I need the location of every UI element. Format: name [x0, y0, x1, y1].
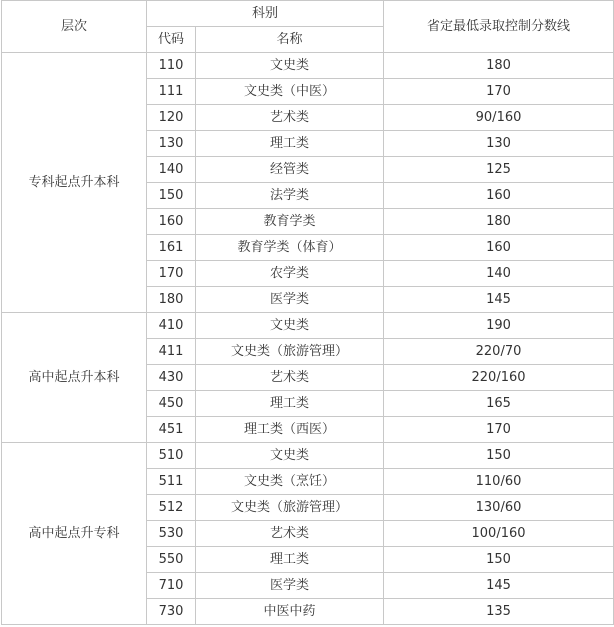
code-cell: 530	[147, 521, 196, 547]
score-cell: 130	[384, 131, 614, 157]
code-cell: 180	[147, 287, 196, 313]
score-cell: 100/160	[384, 521, 614, 547]
name-cell: 医学类	[196, 573, 384, 599]
name-cell: 文史类	[196, 443, 384, 469]
level-cell: 高中起点升专科	[2, 443, 147, 625]
name-cell: 医学类	[196, 287, 384, 313]
code-cell: 150	[147, 183, 196, 209]
code-cell: 512	[147, 495, 196, 521]
code-cell: 111	[147, 79, 196, 105]
code-cell: 110	[147, 53, 196, 79]
table-row	[2, 313, 614, 339]
code-cell: 730	[147, 599, 196, 625]
score-cell: 145	[384, 573, 614, 599]
name-cell: 文史类（烹饪）	[196, 469, 384, 495]
name-cell: 艺术类	[196, 521, 384, 547]
score-cell: 190	[384, 313, 614, 339]
name-cell: 文史类（旅游管理）	[196, 495, 384, 521]
name-cell: 理工类	[196, 391, 384, 417]
score-cell: 150	[384, 443, 614, 469]
name-cell: 理工类（西医）	[196, 417, 384, 443]
name-cell: 经管类	[196, 157, 384, 183]
name-cell: 教育学类（体育）	[196, 235, 384, 261]
code-cell: 161	[147, 235, 196, 261]
name-cell: 文史类（旅游管理）	[196, 339, 384, 365]
score-cell: 90/160	[384, 105, 614, 131]
table-row	[2, 443, 614, 469]
name-cell: 教育学类	[196, 209, 384, 235]
score-cell: 220/70	[384, 339, 614, 365]
table-row	[2, 53, 614, 79]
score-cell: 170	[384, 79, 614, 105]
header-subject: 科别	[147, 1, 384, 27]
code-cell: 130	[147, 131, 196, 157]
header-name: 名称	[196, 27, 384, 53]
score-cell: 220/160	[384, 365, 614, 391]
name-cell: 艺术类	[196, 105, 384, 131]
level-cell: 专科起点升本科	[2, 53, 147, 313]
name-cell: 艺术类	[196, 365, 384, 391]
score-cell: 180	[384, 209, 614, 235]
name-cell: 文史类	[196, 53, 384, 79]
name-cell: 文史类	[196, 313, 384, 339]
code-cell: 450	[147, 391, 196, 417]
header-level: 层次	[2, 1, 147, 53]
code-cell: 140	[147, 157, 196, 183]
code-cell: 170	[147, 261, 196, 287]
code-cell: 430	[147, 365, 196, 391]
score-cell: 160	[384, 183, 614, 209]
score-cell: 140	[384, 261, 614, 287]
code-cell: 160	[147, 209, 196, 235]
score-cell: 135	[384, 599, 614, 625]
header-code: 代码	[147, 27, 196, 53]
admission-score-table	[1, 0, 614, 625]
code-cell: 411	[147, 339, 196, 365]
code-cell: 511	[147, 469, 196, 495]
name-cell: 中医中药	[196, 599, 384, 625]
score-cell: 125	[384, 157, 614, 183]
score-cell: 165	[384, 391, 614, 417]
score-cell: 180	[384, 53, 614, 79]
name-cell: 理工类	[196, 547, 384, 573]
code-cell: 550	[147, 547, 196, 573]
score-cell: 110/60	[384, 469, 614, 495]
name-cell: 文史类（中医）	[196, 79, 384, 105]
code-cell: 120	[147, 105, 196, 131]
table-body	[2, 1, 614, 625]
name-cell: 理工类	[196, 131, 384, 157]
score-cell: 160	[384, 235, 614, 261]
score-cell: 130/60	[384, 495, 614, 521]
code-cell: 710	[147, 573, 196, 599]
name-cell: 农学类	[196, 261, 384, 287]
score-cell: 150	[384, 547, 614, 573]
code-cell: 451	[147, 417, 196, 443]
code-cell: 410	[147, 313, 196, 339]
name-cell: 法学类	[196, 183, 384, 209]
code-cell: 510	[147, 443, 196, 469]
header-score: 省定最低录取控制分数线	[384, 1, 614, 53]
score-cell: 145	[384, 287, 614, 313]
score-cell: 170	[384, 417, 614, 443]
level-cell: 高中起点升本科	[2, 313, 147, 443]
header-row	[2, 1, 614, 27]
